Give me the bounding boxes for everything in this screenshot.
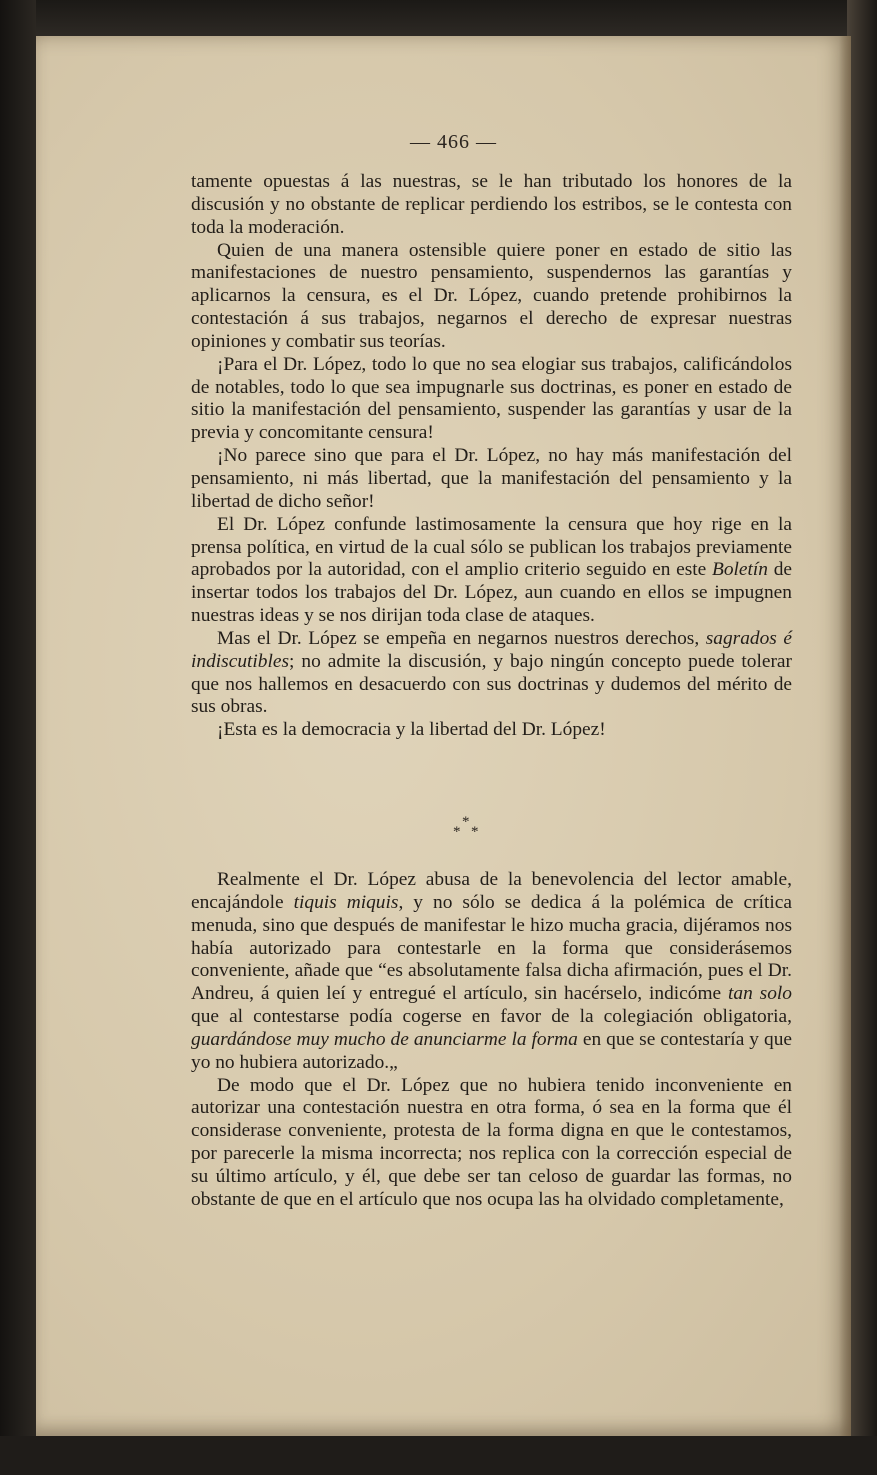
text-block-upper <box>191 171 792 742</box>
asterism-star-top: * <box>462 814 470 830</box>
text-run: ¡No parece sino que para el Dr. López, no hay más manifestación del pensamiento, ni más libertad, que la manifestación del pensamiento y la libertad de dicho señor! <box>191 445 792 512</box>
text-run: ; no admite la discusión, y bajo ningún concepto puede tolerar que nos hallemos en desacuerdo con sus doctrinas y dudemos del mérito de sus obras. <box>191 650 792 718</box>
paragraph <box>191 719 792 742</box>
paragraph <box>191 240 792 354</box>
asterism-star-left: * <box>453 824 461 840</box>
text-run: ¡Esta es la democracia y la libertad del Dr. López! <box>217 719 606 741</box>
page-number: — 466 — <box>410 131 497 153</box>
paragraph <box>191 869 792 1075</box>
italic-text: tiquis miquis <box>293 891 399 913</box>
book-binding-left <box>0 0 36 1475</box>
text-run: El Dr. López confunde lastimosamente la censura que hoy rige en la prensa política, en virtud de la cual sólo se publican los trabajos previamente aprobados por la autoridad, con el amplio criterio seguido en este <box>191 513 792 581</box>
section-separator-asterism <box>449 814 489 844</box>
text-run: Realmente el Dr. López abusa de la benevolencia del lector amable, encajándole <box>191 869 792 913</box>
paragraph <box>191 354 792 445</box>
asterism-star-right: * <box>471 824 479 840</box>
paragraph <box>191 445 792 514</box>
text-run: que al contestarse podía cogerse en favor de la colegiación obligatoria, <box>191 1006 792 1028</box>
paragraph <box>191 628 792 719</box>
text-run: Mas el Dr. López se empeña en negarnos nuestros derechos, <box>217 627 706 649</box>
text-run: De modo que el Dr. López que no hubiera tenido inconveniente en autorizar una contestación nuestra en otra forma, ó sea en la forma que él considerase conveniente, protesta de la forma digna en que le contestamos, por parecerle la misma incorrecta; nos replica con la corrección especial de su último artículo, y él, que debe ser tan celoso de guardar las formas, no obstante de que en el artículo que nos ocupa las ha olvidado completamente, <box>191 1074 792 1210</box>
italic-text: tan solo <box>728 983 792 1005</box>
paragraph <box>191 1075 792 1212</box>
italic-text: sagrados é indiscutibles <box>191 627 792 672</box>
text-run: , y no sólo se dedica á la polémica de crítica menuda, sino que después de manifestar le hizo mucha gracia, dijéramos nos había autorizado para contestarle en la forma que considerásemos conveniente, añade que “es absolutamente falsa dicha afirmación, pues el Dr. Andreu, á quien leí y entregué el artículo, sin hacérselo, indicóme <box>191 891 792 1005</box>
text-run: de insertar todos los trabajos del Dr. López, aun cuando en ellos se impugnen nuestras ideas y se nos dirijan toda clase de ataques. <box>191 559 792 627</box>
italic-text: guardándose muy mucho de anunciarme la forma <box>191 1028 578 1050</box>
text-block-lower <box>191 869 792 1212</box>
page-curl-shadow <box>839 36 851 1436</box>
paragraph <box>191 514 792 628</box>
scan-background-top <box>0 0 877 38</box>
paragraph <box>191 171 792 240</box>
text-run: Quien de una manera ostensible quiere poner en estado de sitio las manifestaciones de nuestro pensamiento, suspendernos las garantías y aplicarnos la censura, es el Dr. López, cuando pretende prohibirnos la contestación á sus trabajos, negarnos el derecho de expresar nuestras opiniones y combatir sus teorías. <box>191 239 792 352</box>
scan-background-bottom <box>0 1436 877 1475</box>
text-run: ¡Para el Dr. López, todo lo que no sea elogiar sus trabajos, calificándolos de notables, todo lo que sea impugnarle sus doctrinas, es poner en estado de sitio la manifestación del pensamiento, suspender las garantías y usar de la previa y concomitante censura! <box>191 353 792 444</box>
text-run: tamente opuestas á las nuestras, se le han tributado los honores de la discusión y no obstante de replicar perdiendo los estribos, se le contesta con toda la moderación. <box>191 171 792 238</box>
italic-text: Boletín <box>711 559 768 581</box>
text-run: en que se contestaría y que yo no hubiera autorizado.„ <box>191 1028 792 1073</box>
book-binding-right <box>847 0 877 1475</box>
